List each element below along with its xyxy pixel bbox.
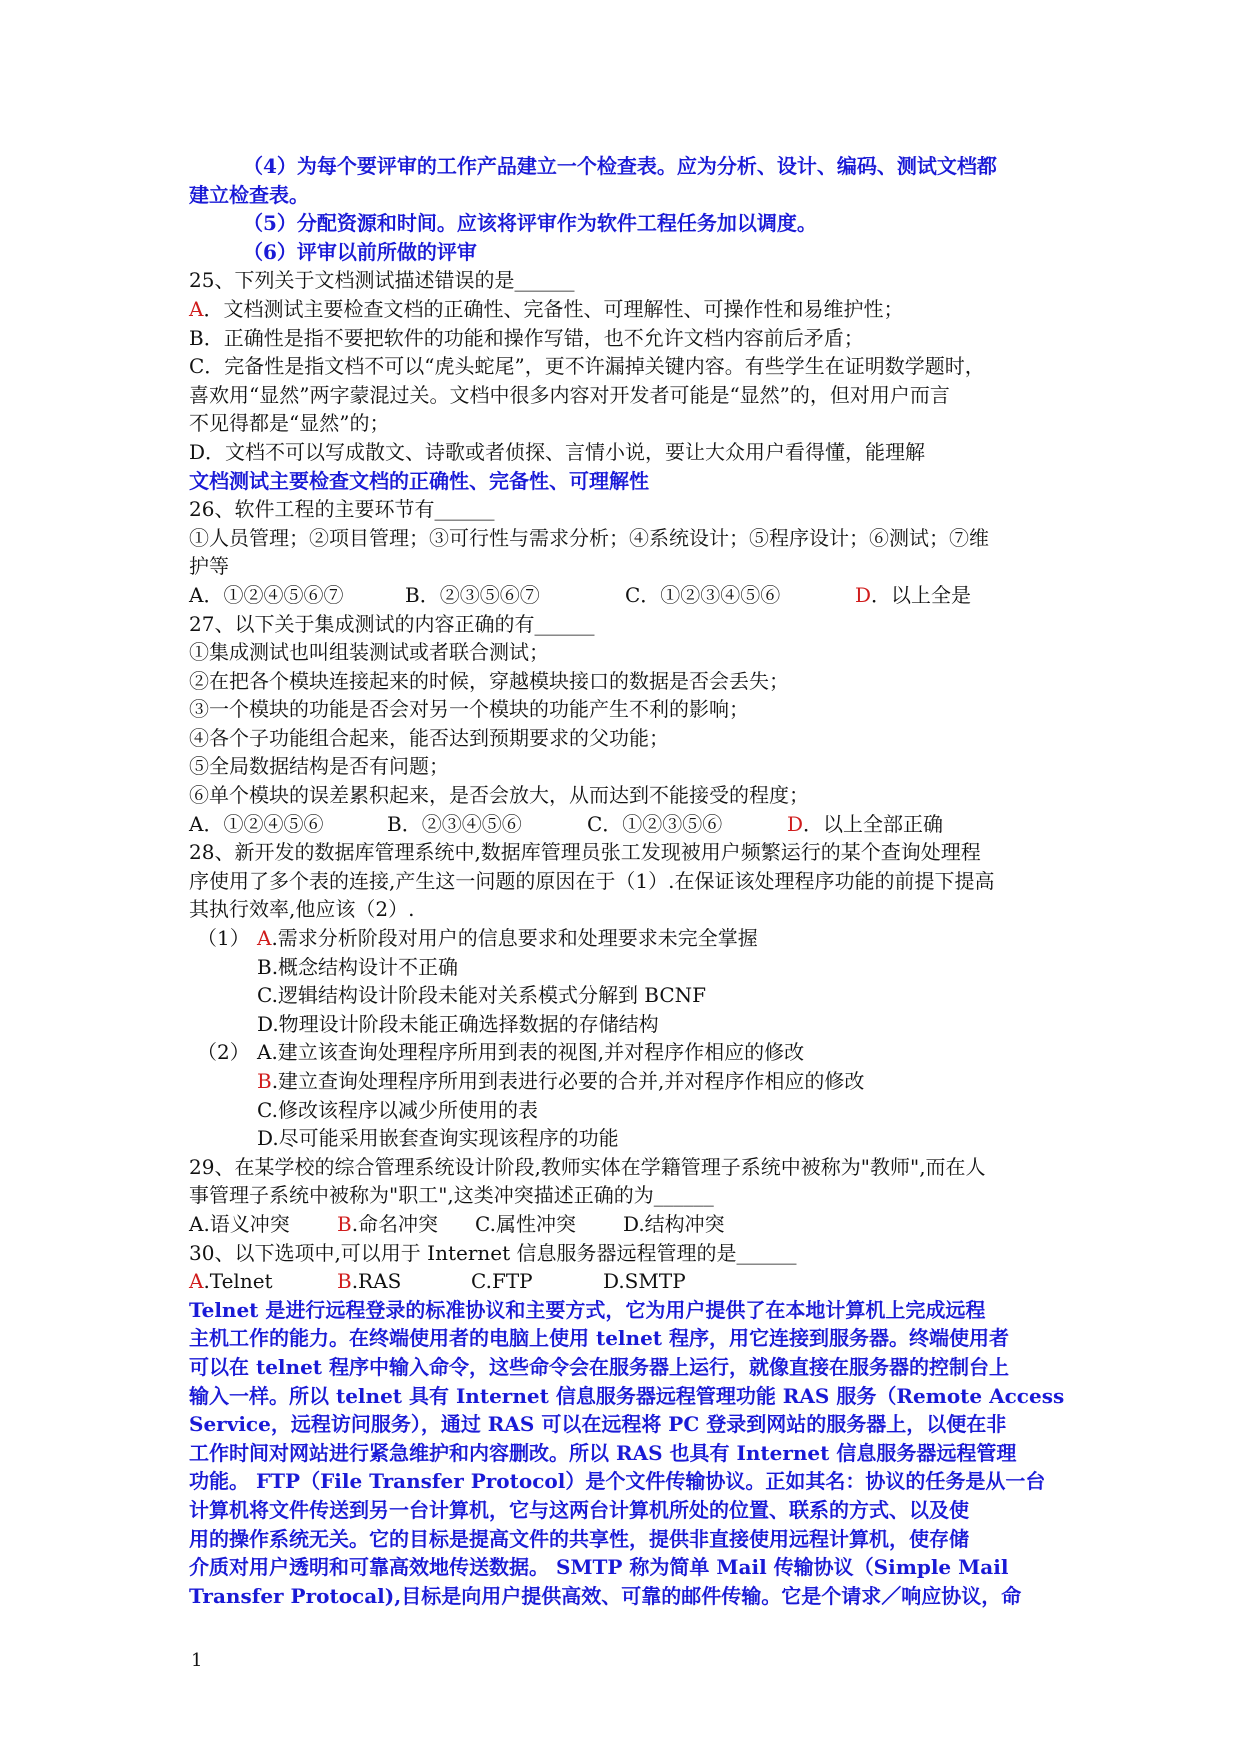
sub-question-number: （2） xyxy=(197,1040,250,1065)
answer-option xyxy=(189,810,387,839)
answer-option xyxy=(189,581,405,610)
text-span: B．②③④⑤⑥ xyxy=(387,811,522,836)
text-line: （4）为每个要评审的工作产品建立一个检查表。应为分析、设计、编码、测试文档都 xyxy=(243,154,997,178)
text-span: B xyxy=(337,1211,352,1236)
text-line: ④各个子功能组合起来，能否达到预期要求的父功能； xyxy=(189,725,669,750)
text-line: 喜欢用“显然”两字蒙混过关。文档中很多内容对开发者可能是“显然”的，但对用户而言 xyxy=(189,382,950,407)
text-line: 其执行效率,他应该（2）. xyxy=(189,897,415,922)
text-line: 护等 xyxy=(189,554,229,579)
text-line: （6）评审以前所做的评审 xyxy=(243,239,477,264)
text-span: A.语义冲突 xyxy=(189,1211,290,1236)
text-line xyxy=(189,295,1057,324)
answer-option xyxy=(337,1267,471,1296)
text-line: Service，远程访问服务），通过 RAS 可以在远程将 PC 登录到网站的服务器上，以便在非 xyxy=(189,1412,1007,1437)
text-line xyxy=(189,1038,1057,1067)
text-line: B.概念结构设计不正确 xyxy=(257,954,459,979)
answer-options xyxy=(189,1210,1057,1239)
text-span: D.结构冲突 xyxy=(623,1211,725,1236)
text-span: A．①②④⑤⑥ xyxy=(189,811,324,836)
text-span: .Telnet xyxy=(203,1269,273,1294)
text-span: A xyxy=(189,1269,204,1294)
answer-options xyxy=(189,1267,1057,1296)
text-line: ②在把各个模块连接起来的时候，穿越模块接口的数据是否会丢失； xyxy=(189,668,789,693)
text-span: C.属性冲突 xyxy=(475,1211,576,1236)
text-span: C.FTP xyxy=(471,1269,533,1294)
answer-option xyxy=(623,1210,725,1239)
text-line: ③一个模块的功能是否会对另一个模块的功能产生不利的影响； xyxy=(189,697,749,722)
text-span: A．①②④⑤⑥⑦ xyxy=(189,582,344,607)
answer-option xyxy=(471,1267,603,1296)
answer-option xyxy=(475,1210,623,1239)
text-line: Transfer Protocal),目标是向用户提供高效、可靠的邮件传输。它是个请求／响应协议，命 xyxy=(189,1583,1022,1608)
text-line: 计算机将文件传送到另一台计算机，它与这两台计算机所处的位置、联系的方式、以及使 xyxy=(189,1497,969,1522)
text-line: ⑥单个模块的误差累积起来，是否会放大，从而达到不能接受的程度； xyxy=(189,783,809,808)
text-line: 建立检查表。 xyxy=(189,182,309,207)
text-line: （5）分配资源和时间。应该将评审作为软件工程任务加以调度。 xyxy=(243,211,817,236)
text-span: C．①②③④⑤⑥ xyxy=(625,582,781,607)
text-line: 30、以下选项中,可以用于 Internet 信息服务器远程管理的是______ xyxy=(189,1240,797,1265)
text-span: .命名冲突 xyxy=(351,1211,439,1236)
text-span: C．①②③⑤⑥ xyxy=(587,811,723,836)
text-line: ⑤全局数据结构是否有问题； xyxy=(189,754,449,779)
text-line: D．文档不可以写成散文、诗歌或者侦探、言情小说，要让大众用户看得懂，能理解 xyxy=(189,439,926,464)
answer-options xyxy=(189,581,1057,610)
sub-question-number: （1） xyxy=(197,926,250,951)
text-line: C.逻辑结构设计阶段未能对关系模式分解到 BCNF xyxy=(257,983,707,1008)
text-line: ①人员管理；②项目管理；③可行性与需求分析；④系统设计；⑤程序设计；⑥测试；⑦维 xyxy=(189,525,989,550)
answer-option xyxy=(587,810,787,839)
answer-option xyxy=(855,581,971,610)
answer-options xyxy=(189,810,1057,839)
text-span: D xyxy=(855,582,872,607)
text-span: D.SMTP xyxy=(603,1269,686,1294)
text-line: 主机工作的能力。在终端使用者的电脑上使用 telnet 程序，用它连接到服务器。终端使用者 xyxy=(189,1326,1009,1351)
text-line: 27、以下关于集成测试的内容正确的有______ xyxy=(189,611,595,636)
answer-option xyxy=(405,581,625,610)
text-line: 不见得都是“显然”的； xyxy=(189,411,390,436)
text-span: A.建立该查询处理程序所用到表的视图,并对程序作相应的修改 xyxy=(257,1040,805,1065)
text-span: .RAS xyxy=(351,1269,402,1294)
text-span: B．②③⑤⑥⑦ xyxy=(405,582,540,607)
text-line: Telnet 是进行远程登录的标准协议和主要方式，它为用户提供了在本地计算机上完成远程 xyxy=(189,1297,986,1322)
text-line: D.尽可能采用嵌套查询实现该程序的功能 xyxy=(257,1126,619,1151)
text-line: B．正确性是指不要把软件的功能和操作写错，也不允许文档内容前后矛盾； xyxy=(189,325,864,350)
text-line: 可以在 telnet 程序中输入命令，这些命令会在服务器上运行，就像直接在服务器的控制台上 xyxy=(189,1354,1009,1379)
text-line: 文档测试主要检查文档的正确性、完备性、可理解性 xyxy=(189,468,649,493)
answer-option xyxy=(337,1210,475,1239)
text-line xyxy=(189,924,1057,953)
text-line: 功能。 FTP（File Transfer Protocol）是个文件传输协议。正如其名：协议的任务是从一台 xyxy=(189,1469,1046,1494)
text-span: B xyxy=(337,1269,352,1294)
text-span: ．文档测试主要检查文档的正确性、完备性、可理解性、可操作性和易维护性； xyxy=(203,296,904,321)
text-line: 26、软件工程的主要环节有______ xyxy=(189,497,495,522)
text-line: 28、新开发的数据库管理系统中,数据库管理员张工发现被用户频繁运行的某个查询处理程 xyxy=(189,840,981,865)
text-span: A xyxy=(257,926,272,951)
text-span: B xyxy=(257,1069,272,1093)
text-line: 25、下列关于文档测试描述错误的是______ xyxy=(189,268,575,293)
answer-option xyxy=(189,1267,337,1296)
text-line xyxy=(189,1067,1057,1096)
answer-option xyxy=(625,581,855,610)
text-line: 输入一样。所以 telnet 具有 Internet 信息服务器远程管理功能 RAS 服务（Remote Access xyxy=(189,1383,1065,1408)
answer-option xyxy=(189,1210,337,1239)
text-line: C.修改该程序以减少所使用的表 xyxy=(257,1097,538,1122)
document-body xyxy=(189,152,1065,1610)
text-line: 用的操作系统无关。它的目标是提高文件的共享性，提供非直接使用远程计算机，使存储 xyxy=(189,1526,969,1551)
answer-option xyxy=(387,810,587,839)
text-line: 介质对用户透明和可靠高效地传送数据。 SMTP 称为简单 Mail 传输协议（Simple Mail xyxy=(189,1555,1009,1580)
page-number: 1 xyxy=(191,1650,203,1671)
text-span: .需求分析阶段对用户的信息要求和处理要求未完全掌握 xyxy=(271,926,758,951)
text-line: 29、在某学校的综合管理系统设计阶段,教师实体在学籍管理子系统中被称为"教师",而在人 xyxy=(189,1154,986,1179)
text-line: ①集成测试也叫组装测试或者联合测试； xyxy=(189,640,549,665)
answer-option xyxy=(787,810,943,839)
text-span: D xyxy=(787,811,804,836)
text-line: 序使用了多个表的连接,产生这一问题的原因在于（1）.在保证该处理程序功能的前提下提高 xyxy=(189,868,995,893)
text-span: .建立查询处理程序所用到表进行必要的合并,并对程序作相应的修改 xyxy=(271,1069,865,1093)
text-line: 工作时间对网站进行紧急维护和内容删改。所以 RAS 也具有 Internet 信息服务器远程管理 xyxy=(189,1440,1017,1465)
text-span: A xyxy=(189,296,204,321)
text-line: C．完备性是指文档不可以“虎头蛇尾”，更不许漏掉关键内容。有些学生在证明数学题时， xyxy=(189,354,985,379)
text-line: D.物理设计阶段未能正确选择数据的存储结构 xyxy=(257,1011,659,1036)
text-span: ．以上全部正确 xyxy=(803,811,944,836)
text-span: ．以上全是 xyxy=(871,582,972,607)
answer-option xyxy=(603,1267,686,1296)
text-line: 事管理子系统中被称为"职工",这类冲突描述正确的为______ xyxy=(189,1183,714,1208)
